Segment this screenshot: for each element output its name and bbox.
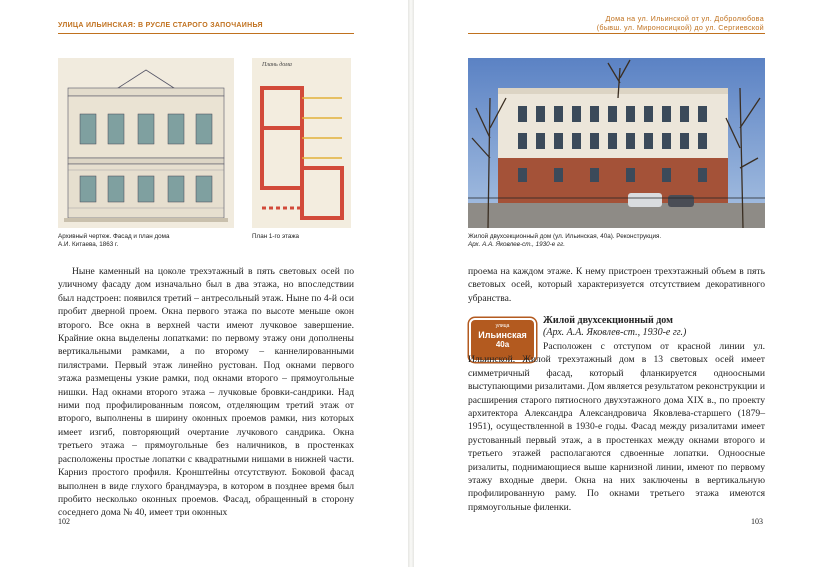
right-body-text-section [468, 340, 765, 514]
running-head-right: Дома на ул. Ильинской от ул. Добролюбова (бывш. ул. Мироносицкой) до ул. Сергиевской [596, 14, 764, 32]
left-paragraph: Ныне каменный на цоколе трехэтажный в пять световых осей по уличному фасаду дом изначально был в два этажа, но впоследствии был надстроен: появился третий – антресольный этаж. Ныне по 4-й оси пробит дверной проем. Окна первого этажа по высоте меньше окон второго. Все окна в верхней части имеют лучковое завершение. Крайние окна выделены лопатками: по первому этажу они дополнены вертикальными рамками, а по второму – каннелированными пилястрами. Первый этаж линейно рустован. Под окнами первого этажа размещены узкие рамки, под окнами второго – прямоугольные нишки. Над окнами второго этажа – лучковые бровки-сандрики. Над ними под профилированным поясом, отделяющим третий этаж от второго, выполнены в ширину оконных проемов рамки, низ которых имеет изгиб, повторяющий очертание лучкового сандрика. Окна третьего этажа – прямоугольные без наличников, в простенках расположены простые лопатки с квадратными нишами в нижней части. Карниз простого профиля. Кронштейны отсутствуют. Боковой фасад выполнен в виде глухого брандмауэра, в котором в позднее время был пробито несколько оконных проемов. Фасад, обращенный в сторону соседнего дома № 40, имеет три оконных [58, 266, 354, 519]
plan-caption: План 1-го этажа [252, 233, 300, 240]
right-body-text-top [468, 265, 765, 305]
section-title: Жилой двухсекционный дом [543, 315, 673, 326]
right-paragraph-top: проема на каждом этаже. К нему пристроен трехэтажный объем в пять световых осей, который характеризуется отсутствием декоративного убранства. [468, 266, 765, 304]
photo-caption: Жилой двухсекционный дом (ул. Ильинская, 40а). Реконструкция. Арх. А.А. Яковлев-ст., 1930-е гг. [468, 233, 662, 248]
page-number-left: 102 [58, 517, 70, 526]
plan-heading: Плань дома [262, 62, 292, 68]
floor-plan-drawing [252, 58, 351, 228]
facade-caption: Архивный чертеж. Фасад и план дома А.И. Китаева, 1863 г. [58, 233, 170, 248]
archival-facade-drawing [58, 58, 234, 228]
book-gutter [408, 0, 414, 567]
building-photo [468, 58, 765, 228]
header-rule-left [58, 33, 354, 34]
page-number-right: 103 [751, 517, 763, 526]
street-sign-badge: улица Ильинская 40а [469, 318, 536, 362]
running-head-left: УЛИЦА ИЛЬИНСКАЯ: В РУСЛЕ СТАРОГО ЗАПОЧАИНЬЯ [58, 22, 263, 29]
section-subtitle: (Арх. А.А. Яковлев-ст., 1930-е гг.) [543, 327, 687, 338]
right-paragraph-section: Расположен с отступом от красной линии ул. Ильинской. Жилой трехэтажный дом в 13 световых осей имеет симметричный фасад, который фланкируется одноосными выступающими ризалитами. Дом является результатом реконструкции и расширения старого пятиосного двухэтажного дома XIX в., по проекту архитектора Александра Александровича Яковлева-старшего (1879–1951), осуществленной в 1930-е годы. Фасад между ризалитами имеет рустованный первый этаж, а в простенках между окнами второго и третьего этажей располагаются сдвоенные лопатки. Одноосные ризалиты, поднимающиеся выше карнизной линии, имеют по первому этажу входные двери. Окна на них заключены в вертикальную профилированную раму. По окнами третьего этажа имеются прямоугольные филенки. [468, 341, 765, 513]
left-body-text [58, 265, 354, 520]
header-rule-right [468, 33, 765, 34]
